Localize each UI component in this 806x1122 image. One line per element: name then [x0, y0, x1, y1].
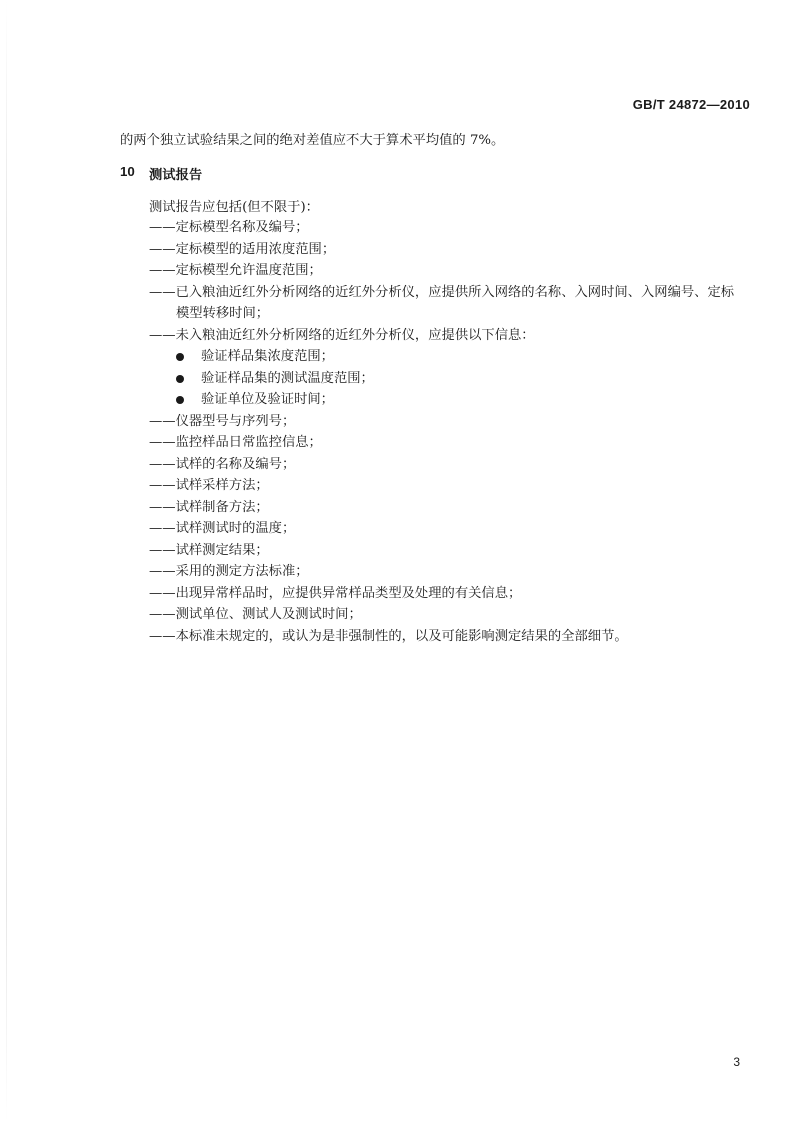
list-item: ——采用的测定方法标准；	[149, 564, 309, 579]
list-item: ——测试单位、测试人及测试时间；	[149, 607, 362, 622]
intro-line: 测试报告应包括(但不限于)：	[149, 200, 319, 215]
list-item-continuation: 模型转移时间；	[176, 306, 270, 321]
list-item: ——试样测定结果；	[149, 543, 269, 558]
standard-number: GB/T 24872—2010	[632, 97, 750, 112]
list-item: ——仪器型号与序列号；	[149, 414, 296, 429]
bullet-item: 验证单位及验证时间；	[201, 392, 334, 407]
list-item: ——试样采样方法；	[149, 478, 269, 493]
bullet-icon	[176, 353, 184, 361]
list-item: ——定标模型允许温度范围；	[149, 263, 322, 278]
bullet-item: 验证样品集浓度范围；	[201, 349, 334, 364]
list-item: ——试样测试时的温度；	[149, 521, 296, 536]
section-number: 10	[120, 164, 135, 179]
list-item: ——本标准未规定的，或认为是非强制性的，以及可能影响测定结果的全部细节。	[149, 629, 628, 644]
list-item: ——定标模型的适用浓度范围；	[149, 242, 336, 257]
bullet-item: 验证样品集的测试温度范围；	[201, 371, 374, 386]
bullet-icon	[176, 396, 184, 404]
bullet-icon	[176, 375, 184, 383]
list-item: ——出现异常样品时，应提供异常样品类型及处理的有关信息；	[149, 586, 522, 601]
scan-edge-shadow	[6, 0, 7, 1122]
list-item: ——试样的名称及编号；	[149, 457, 296, 472]
section-title: 测试报告	[149, 168, 203, 183]
list-item: ——定标模型名称及编号；	[149, 220, 309, 235]
page-number: 3	[733, 1055, 740, 1069]
list-item: ——试样制备方法；	[149, 500, 269, 515]
continuation-line: 的两个独立试验结果之间的绝对差值应不大于算术平均值的 7%。	[120, 133, 505, 148]
list-item: ——监控样品日常监控信息；	[149, 435, 322, 450]
list-item: ——已入粮油近红外分析网络的近红外分析仪，应提供所入网络的名称、入网时间、入网编号、定标	[149, 285, 735, 300]
list-item: ——未入粮油近红外分析网络的近红外分析仪，应提供以下信息：	[149, 328, 535, 343]
